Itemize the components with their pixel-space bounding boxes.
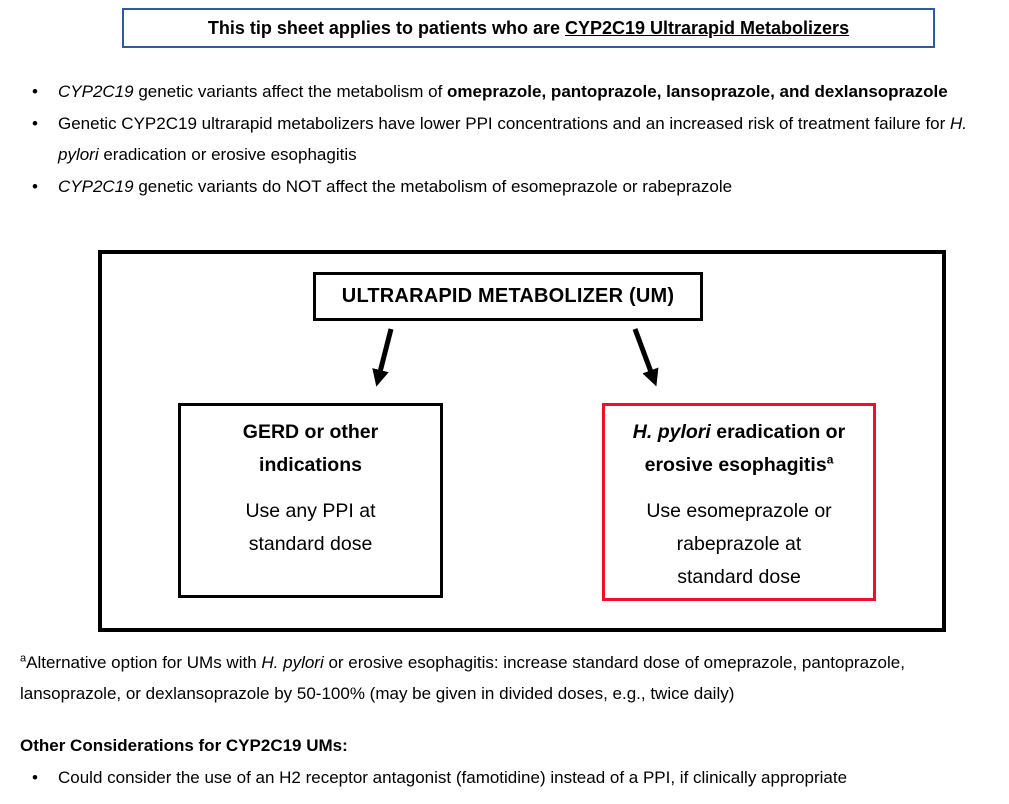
- footnote-marker: a: [826, 452, 834, 467]
- footnote: $^a$Alternative option for UMs with H. pylori or erosive esophagitis: increase standard dose of omeprazole, pantoprazole, lansoprazole, or dexlansoprazole by 50-100% (may be given in divided doses, e.g., twice daily): [20, 652, 905, 703]
- node-recommendation: Use any PPI at standard dose: [245, 500, 376, 555]
- title-text: [208, 18, 849, 39]
- pathogen-name: H. pylori: [58, 113, 968, 164]
- affected-drugs: omeprazole, pantoprazole, lansoprazole, and dexlansoprazole: [447, 82, 948, 101]
- root-node-label: ULTRARAPID METABOLIZER (UM): [341, 285, 675, 307]
- gene-name: CYP2C19: [58, 176, 134, 196]
- gene-name: CYP2C19: [58, 82, 134, 101]
- pathogen-name: H. pylori: [632, 421, 711, 443]
- title-underlined-phrase: CYP2C19 Ultrarapid Metabolizers: [564, 17, 850, 38]
- flowchart: [98, 250, 946, 632]
- footnote-marker: a: [20, 652, 27, 665]
- intro-bullet-list: [30, 76, 1005, 202]
- other-considerations-list: [30, 762, 1005, 794]
- title-banner: [122, 8, 935, 48]
- list-item: • Could consider the use of an H2 receptor antagonist (famotidine) instead of a PPI, if clinically appropriate: [30, 762, 1005, 794]
- list-item: • CYP2C19 genetic variants affect the metabolism of omeprazole, pantoprazole, lansoprazole, and dexlansoprazole: [30, 76, 1005, 108]
- node-heading: GERD or other indications: [242, 421, 379, 476]
- arrow-to-gerd-node: [378, 329, 391, 380]
- node-heading: H. pylori eradication or erosive esophagitis$^a$: [632, 421, 846, 476]
- title-prefix: This tip sheet applies to patients who are: [207, 17, 565, 38]
- list-item: • CYP2C19 genetic variants do NOT affect the metabolism of esomeprazole or rabeprazole: [30, 171, 1005, 203]
- node-hpylori-erosive-esophagitis: [602, 403, 876, 601]
- node-recommendation: Use esomeprazole or rabeprazole at standard dose: [646, 500, 832, 588]
- other-considerations-heading: Other Considerations for CYP2C19 UMs:: [20, 736, 348, 755]
- node-gerd-indications: [178, 403, 443, 598]
- arrow-to-hpylori-node: [635, 329, 654, 380]
- list-item: • Genetic CYP2C19 ultrarapid metabolizers have lower PPI concentrations and an increased risk of treatment failure for H. pylori eradication or erosive esophagitis: [30, 108, 1005, 171]
- pathogen-name: H. pylori: [261, 653, 324, 672]
